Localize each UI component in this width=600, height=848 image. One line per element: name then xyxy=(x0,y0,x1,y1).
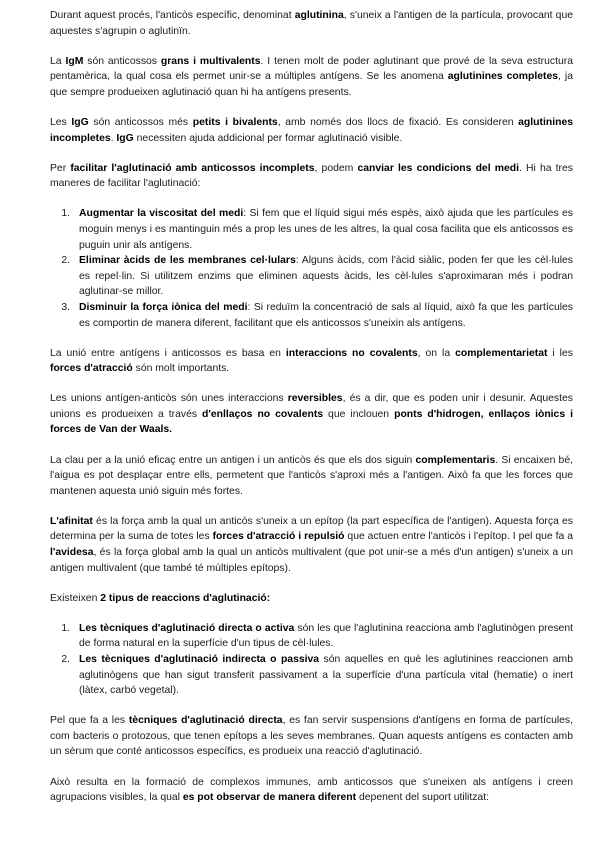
bold-term: IgG xyxy=(71,116,89,128)
text: , s'uneix a l'antigen de la partícula, provocant que aquestes s'agrupin o aglutinïn. xyxy=(50,10,574,37)
bold-term: d'enllaços no covalents xyxy=(202,408,324,420)
list-number: 2. xyxy=(61,255,70,267)
list-item xyxy=(50,621,573,652)
text: . I tenen molt de poder aglutinant que prové de la seva estructura pentamèrica, la qual cosa els permet unir-se a múltiples antígens. Se les anomena xyxy=(50,55,573,83)
bold-term: Disminuir la força iònica del medi xyxy=(79,301,248,313)
bold-term: es pot observar de manera diferent xyxy=(182,792,357,804)
bold-term: complementarietat xyxy=(455,347,548,359)
text: Per xyxy=(50,162,71,174)
paragraph-aglutinina xyxy=(50,8,573,39)
bold-term: Eliminar àcids de les membranes cel·lulars xyxy=(79,255,296,267)
text: és la força amb la qual un anticòs s'uneix a un epítop (la part específica de l'antigen). Aquesta força es determina per la suma de totes les xyxy=(50,515,573,543)
text: i les xyxy=(547,347,573,359)
bold-term: L'afinitat xyxy=(50,515,93,527)
text: Existeixen xyxy=(50,592,101,604)
bold-term: petits i bivalents xyxy=(192,116,278,128)
bold-term: ponts d'hidrogen, enllaços iònics i forces de Van der Waals. xyxy=(50,408,573,436)
text: depenent del suport utilitzat: xyxy=(356,792,489,804)
text: Les xyxy=(50,116,72,128)
bold-term: Augmentar la viscositat del medi xyxy=(79,208,244,220)
bold-term: aglutinina xyxy=(294,10,344,21)
list-number: 2. xyxy=(61,654,70,665)
paragraph-unions xyxy=(50,391,573,438)
paragraph-afinitat xyxy=(50,514,573,576)
text: que inclouen xyxy=(323,408,395,420)
paragraph-clau xyxy=(50,453,573,500)
list-number: 1. xyxy=(61,622,70,634)
text: . Si encaixen bé, l'aigua es pot desplaçar entre ells, permetent que l'anticòs s'aproxi més a l'antigen. Això fa que les forces que mantenen aquesta unió siguin més fortes. xyxy=(50,454,574,497)
list-number: 3. xyxy=(61,301,70,313)
bold-term: forces d'atracció i repulsió xyxy=(212,531,345,543)
text: que actuen entre l'anticòs i l'epítop. I pel que fa a xyxy=(344,531,573,543)
text: , és a dir, que es poden unir i desunir. Aquestes unions es produeixen a través xyxy=(50,393,573,420)
text: : Si reduïm la concentració de sals al líquid, això fa que les partícules es comportin de manera diferent, facilitant que els anticossos s'uneixin als antígens. xyxy=(79,301,573,329)
text: són molt importants. xyxy=(132,363,230,375)
bold-term: aglutinines completes xyxy=(447,71,559,83)
bold-term: interaccions no covalents xyxy=(285,347,418,359)
list-item xyxy=(50,253,573,300)
bold-term: IgM xyxy=(65,55,84,67)
text: Durant aquest procés, l'anticòs específic, denominat xyxy=(50,10,295,21)
bold-term: forces d'atracció xyxy=(50,363,133,375)
text: La xyxy=(50,55,66,67)
text: , amb només dos llocs de fixació. Es consideren xyxy=(277,116,519,128)
text: són anticossos més xyxy=(88,116,193,128)
paragraph-facilitar xyxy=(50,161,573,192)
text: : Alguns àcids, com l'àcid siàlic, poden fer que les cèl·lules es repel·lin. Si utilitzem enzims que eliminen aquests àcids, les cèl·lules s'aproximaran més i podran aglutinar-se millor. xyxy=(79,255,573,298)
text: són anticossos xyxy=(83,55,161,67)
text: : Si fem que el líquid sigui més espès, això ajuda que les partícules es moguin menys i es mantinguin més a prop les unes de les altres, la qual cosa facilita que els anticossos es puguin unir als antígens. xyxy=(79,208,573,251)
paragraph-complexos xyxy=(50,775,573,806)
text: La clau per a la unió eficaç entre un antigen i un anticòs és que els dos siguin xyxy=(50,454,416,466)
list-item xyxy=(50,206,573,253)
text: , on la xyxy=(417,347,456,359)
text: necessiten ajuda addicional per formar aglutinació visible. xyxy=(133,132,403,144)
text: , ja que sempre produeixen aglutinació quan hi ha antígens presents. xyxy=(50,71,573,98)
list-number: 1. xyxy=(61,208,70,220)
text: són les que l'aglutinina reacciona amb l'aglutinògen present de forma natural en la superfície d'un tipus de cèl·lules. xyxy=(79,622,574,650)
bold-term: canviar les condicions del medi xyxy=(357,162,519,174)
bold-term: facilitar l'aglutinació amb anticossos incomplets xyxy=(70,162,315,174)
list-item xyxy=(50,652,573,699)
bold-term: IgG xyxy=(116,132,134,144)
list-item xyxy=(50,300,573,331)
bold-term: Les tècniques d'aglutinació directa o activa xyxy=(79,622,295,634)
text: , podem xyxy=(314,162,358,174)
bold-term: complementaris xyxy=(415,454,496,466)
text: , és la força global amb la qual un anticòs multivalent (que pot unir-se a més d'un antigen) s'uneix a un antigen multivalent (que també té múltiples epítops). xyxy=(50,547,573,574)
paragraph-igg xyxy=(50,115,573,146)
bold-term: reversibles xyxy=(287,393,343,405)
document-page xyxy=(50,8,573,820)
bold-term: grans i multivalents xyxy=(160,55,261,67)
text: La unió entre antígens i anticossos es basa en xyxy=(50,347,286,359)
bold-term: Les tècniques d'aglutinació indirecta o passiva xyxy=(79,654,320,665)
paragraph-igm xyxy=(50,54,573,101)
numbered-list-methods xyxy=(50,206,573,331)
bold-term: aglutinines incompletes xyxy=(50,116,574,144)
text: , es fan servir suspensions d'antígens en forma de partícules, com bacteris o protozous, que tenen epítops a les seves membranes. Quan aquests antígens es contacten amb un sèrum que conté anticossos específics, es produeix una reacció d'aglutinació. xyxy=(50,715,574,758)
bold-term: tècniques d'aglutinació directa xyxy=(128,715,283,727)
text: Això resulta en la formació de complexos immunes, amb anticossos que s'uneixen als antígens i creen agrupacions visibles, la qual xyxy=(50,776,573,804)
bold-term: 2 tipus de reaccions d'aglutinació: xyxy=(100,592,271,604)
text: són aquelles en què les aglutinines reaccionen amb aglutinògens que han sigut transferit passivament a la superfície d'una partícula vital (hematie) o inert (làtex, carbó vegetal). xyxy=(79,654,573,697)
bold-term: l'avidesa xyxy=(50,547,94,559)
numbered-list-reactions xyxy=(50,621,573,699)
paragraph-tipus xyxy=(50,591,573,607)
text: . Hi ha tres maneres de facilitar l'aglutinació: xyxy=(50,162,573,190)
text: Pel que fa a les xyxy=(50,715,129,727)
text: . xyxy=(110,132,117,144)
paragraph-directa xyxy=(50,713,573,760)
paragraph-unio xyxy=(50,346,573,377)
text: Les unions antígen-anticòs són unes interaccions xyxy=(50,393,288,405)
